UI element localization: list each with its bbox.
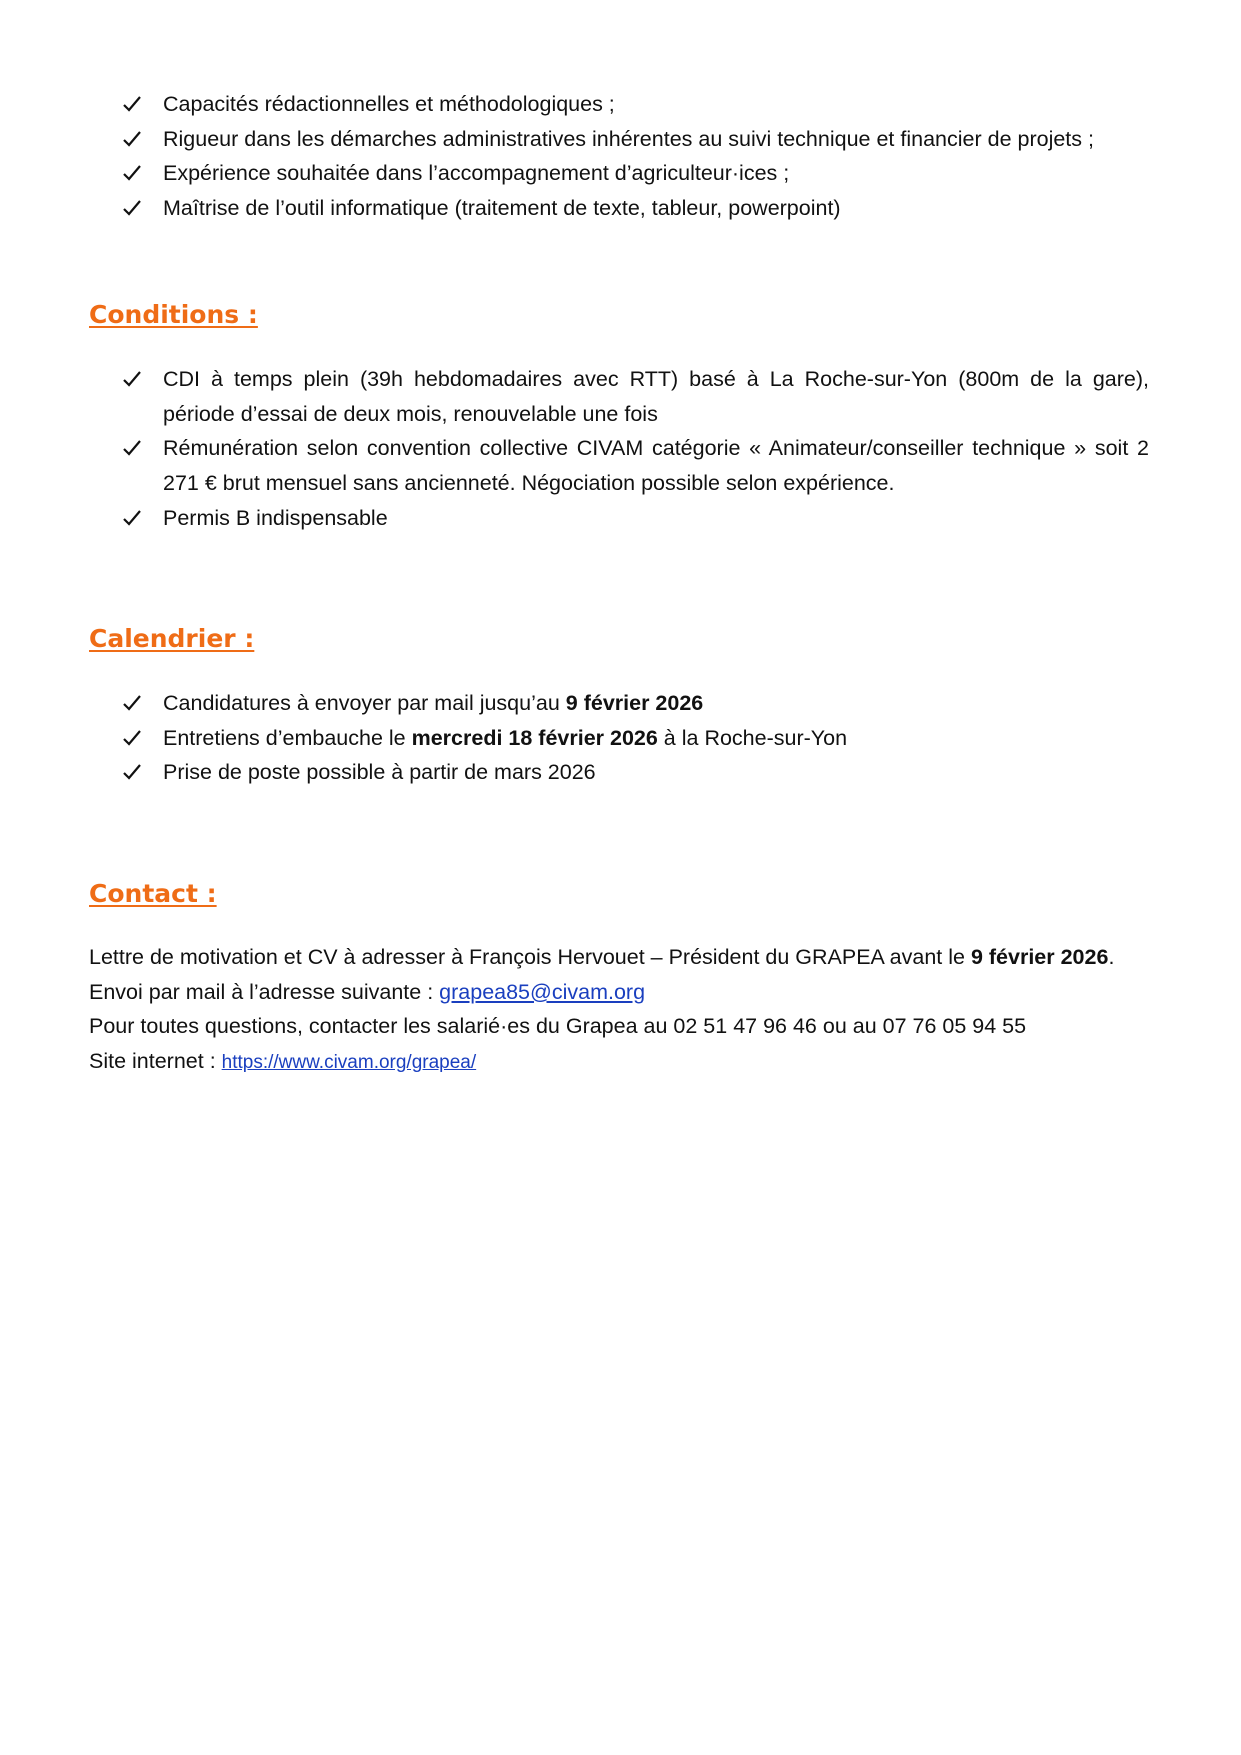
interview-date: mercredi 18 février 2026 [411, 725, 658, 750]
list-item [89, 156, 1149, 191]
check-icon [123, 191, 145, 226]
contact-section [89, 940, 1149, 1081]
contact-heading: Contact : [89, 879, 217, 908]
check-icon [123, 122, 145, 157]
list-item-text: Expérience souhaitée dans l’accompagnement d’agriculteur·ices ; [163, 161, 790, 186]
contact-deadline: 9 février 2026 [970, 945, 1109, 969]
check-icon [123, 431, 145, 466]
conditions-heading: Conditions : [89, 300, 258, 329]
check-icon [123, 721, 145, 756]
list-item [89, 721, 1149, 756]
check-icon [123, 755, 145, 790]
contact-line [89, 1009, 1149, 1044]
contact-line-text-after: . [1108, 945, 1115, 969]
list-item [89, 122, 1149, 157]
contact-line [89, 940, 1149, 975]
contact-line [89, 975, 1149, 1010]
website-link[interactable]: https://www.civam.org/grapea/ [221, 1052, 477, 1074]
list-item-text-after: à la Roche-sur-Yon [657, 725, 848, 750]
list-item-text: Rigueur dans les démarches administratives inhérentes au suivi technique et financier de projets ; [163, 126, 1094, 151]
calendar-section [89, 686, 1149, 790]
check-icon [123, 87, 145, 122]
list-item [89, 191, 1149, 226]
calendar-list [89, 686, 1149, 790]
list-item-text: Maîtrise de l’outil informatique (traitement de texte, tableur, powerpoint) [163, 196, 841, 221]
contact-phone-line: Pour toutes questions, contacter les salarié·es du Grapea au 02 51 47 96 46 ou au 07 76 05 94 55 [89, 1014, 1027, 1039]
list-item-text: Candidatures à envoyer par mail jusqu’au [163, 691, 566, 715]
list-item [89, 431, 1149, 500]
contact-line-text: Site internet : [89, 1049, 222, 1074]
list-item [89, 501, 1149, 536]
email-link[interactable]: grapea85@civam.org [439, 979, 646, 1004]
calendar-heading: Calendrier : [89, 624, 255, 653]
list-item [89, 87, 1149, 122]
skills-list [89, 87, 1149, 226]
list-item-text: Permis B indispensable [163, 505, 388, 530]
conditions-list [89, 362, 1149, 536]
list-item [89, 755, 1149, 790]
list-item-text: Rémunération selon convention collective CIVAM catégorie « Animateur/conseiller technique » soit 2 271 € brut mensuel sans ancienneté. Négociation possible selon expérience. [163, 436, 1149, 496]
list-item-text: Capacités rédactionnelles et méthodologiques ; [163, 92, 615, 116]
list-item-text: Prise de poste possible à partir de mars 2026 [163, 760, 596, 785]
contact-line-text: Envoi par mail à l’adresse suivante : [89, 979, 440, 1004]
check-icon [123, 156, 145, 191]
deadline-date: 9 février 2026 [565, 691, 704, 715]
check-icon [123, 686, 145, 721]
contact-line [89, 1044, 1149, 1081]
list-item-text: Entretiens d’embauche le [163, 725, 412, 750]
list-item-text: CDI à temps plein (39h hebdomadaires avec RTT) basé à La Roche-sur-Yon (800m de la gare), période d’essai de deux mois, renouvelable une fois [163, 367, 1149, 426]
conditions-section [89, 362, 1149, 536]
skills-section [89, 87, 1149, 226]
check-icon [123, 501, 145, 536]
list-item [89, 686, 1149, 721]
contact-line-text: Lettre de motivation et CV à adresser à François Hervouet – Président du GRAPEA avant le [89, 945, 971, 969]
check-icon [123, 362, 145, 397]
list-item [89, 362, 1149, 431]
